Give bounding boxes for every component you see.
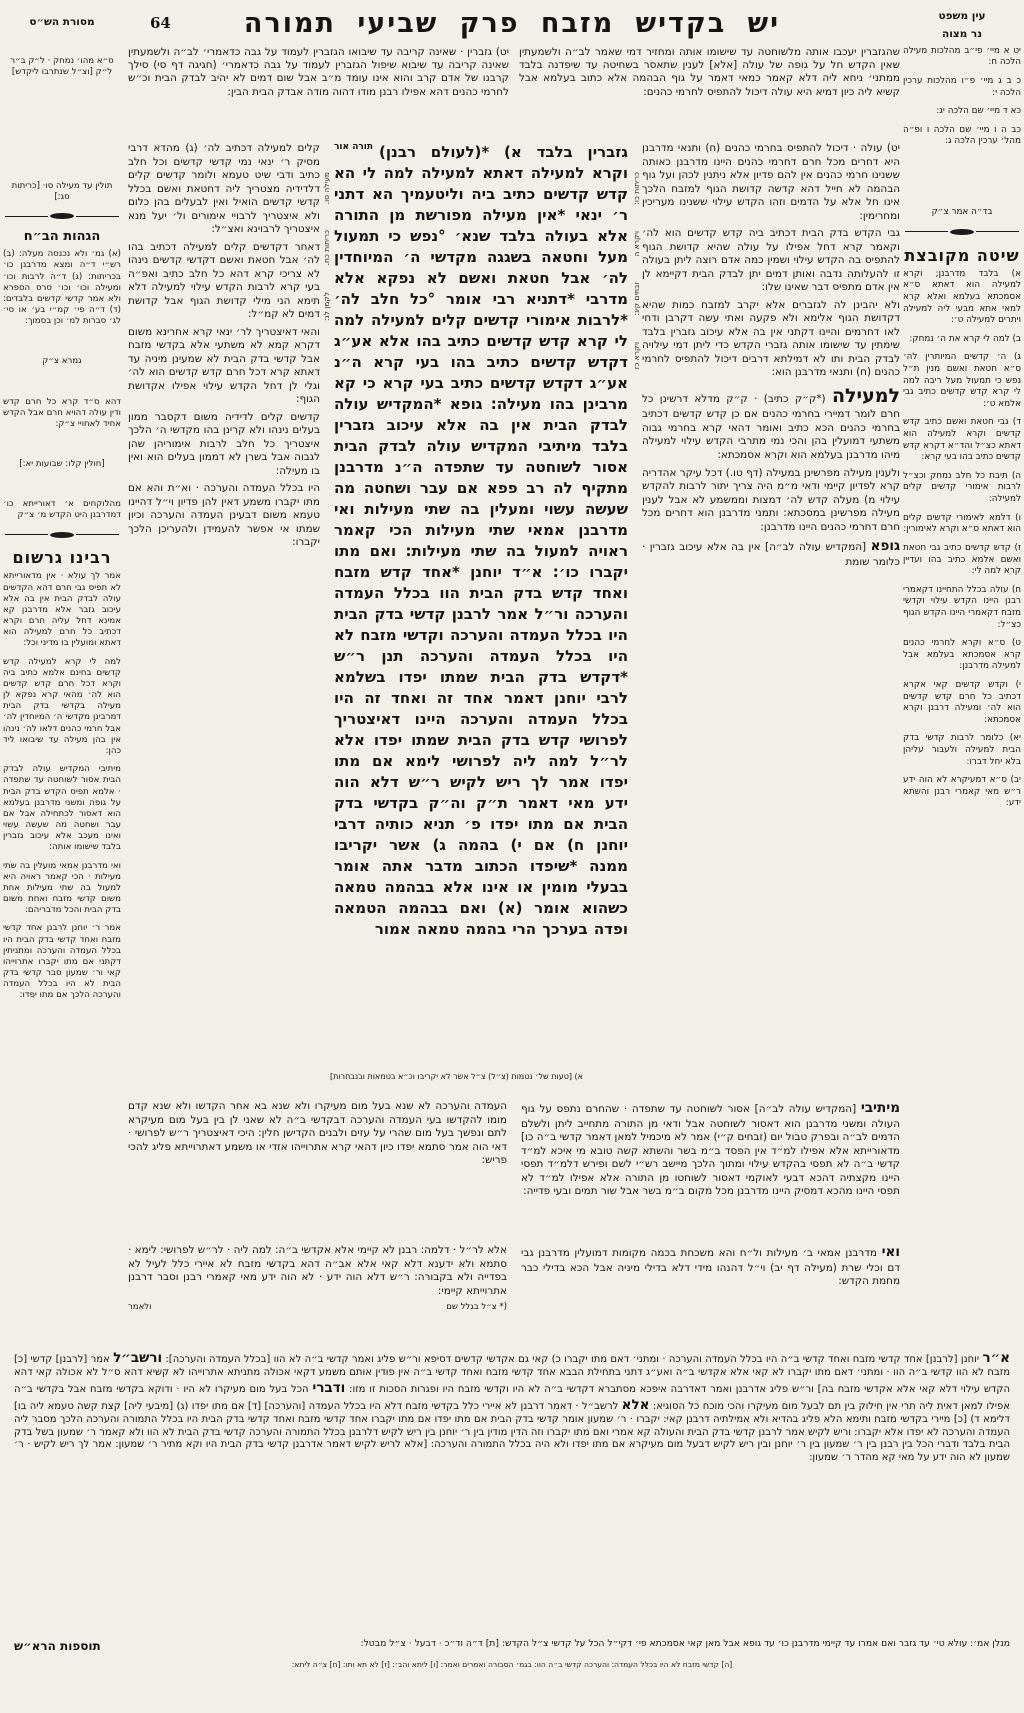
commentary-paragraph: יט) עולה · דיכול להתפיס בחרמי כהנים (ח) ותנאי מדרבנן היא דחרים מכל חרם דחרמי כהנים היינו מדרבנן כאותה ששנינו חרמי כהנים אין להם פדיון אלא ניתנין לכהן ועל גוף הבהמה לא חייל דהא קדשה קדושת הגוף למזבח הלכך אינו חל אלא על הדמים וזהו הקדש עילוי ששנינו מעריכין ומחרימין: (642, 142, 900, 222)
torah-or-ref: ויקרא ה (631, 230, 641, 257)
ein-mishpat-title: עין משפט (938, 10, 986, 22)
mesoret-note: דהא ס״ד קרא כל חרם קדש ודין עולה דהויא חרם אבל הקדש אחיד לאחויי צ״ק: (3, 396, 121, 429)
hagahot-line: [ה] קדשי מזבח לא היו בכלל העמדה: והערכה קדשי ב״ה הוו: בגמ׳ הסבורה ואמרים ואמר: [ו] ליתא והב׳: [ז] לא תא ותו: [ח] צ״ה ליתא: (291, 1660, 733, 1670)
commentary-paragraph: קלים למעילה דכתיב לה׳ (ג) מהדא דרבי מסיק ר׳ ינאי נמי קדשי קדשים וכל חלב כתיב ודבי שיט טעמא ולומר קדשים קלים דלדידיה מצטריך ליה דחטאת ואשם בכלל קדשי קדשים הואיל ואין לבעלים בהן כלום ולא איצטריך לרבויי אימורים ול׳ יעל מנא איצטריך לרבוינא ואצ״ל: (128, 142, 320, 236)
top-commentary-left: יט) גזברין · שאינה קריבה עד שיבואו הגזברין לעמוד על גבה כדאמרי׳ לב״ה ולשמעתין שאינה קריבה עד שיבוא שיפול הגזברין לעמוד על גבה כדאמרי׳ (חגיגה דף סי) סילך קרבנו של אדם קרב והוא אינו עומד מ״ב אבל שום דמים לא יהיב לבדק הבית וכ״ש לחרמי כהנים דהא אפילו רבנן מודו דהוה מודה אבדק הבית הבין: (128, 46, 509, 98)
shita-entry: ז) קדש קדשים כתיב גבי חטאת ואשם אלמא כתיב בהו ועדיין קרא למה לי: (903, 542, 1021, 577)
commentary-paragraph: גבי הקדש בדק הבית דכתיב ביה קדש קדשים הוא לה׳ וקאמר קרא דחל אפילו על עולה שהיא קדושת הגוף להתפיס בה הקדש עילוי ושמין כמה אדם רוצה ליתן בעולה זו להעלותה נדבה ואותן דמים יתן לבדק הבית דקיימא לן אין אדם מתפיס דבר שאינו שלו: (642, 227, 900, 294)
commentary-text: אלא לר״ל · דלמה: רבנן לא קיימי אלא אקדשי ב״ה: למה ליה · לר״ש לפרושי: לימא · סתמא ולא ידענא דלא קאי אלא אב״ה דהא בקדשי מזבח לא איירי כלל לעיל לא בפדייה ולא בקבורה: ר״ש דלא הוה ידע · לא הוה ידע מאי קאמרי רבנן וסבר דרבנן אתרוייתא קיימי: (128, 1244, 507, 1297)
band-b-footnote (128, 1302, 507, 1313)
commentary-text: [המקדיש עולה לב״ה] אסור לשוחטה עד שתפדה · שהחרם נתפס על גוף העולה ומשני מדרבנן הוא דאסור לשוחטה אבל ודאי מן התורה מתחייב ליתן ולשלם הדמים לב״ה ובפרק טבול יום (זבחים ק״י) אמר לא מיכמיל למאן דאמר קדשי ב״ה כו] מדאורייתא אלא אפילו למ״ד אין הפסד ב״מ בשר והשתא קשה טובא מי איכא למ״ד קדשי ב״ה לא תפסי בהקדש עילוי ומתוך הלכך מיישב רש״י לשם ופירש דלמ״ד תפסי היינו מקצתיה דהכא דבעי לאוקמי דאסור לשוחטו מן התורה אלא אפילו למ״ד לא תפסי היינו מהכא דמסיק היינו מדרבנן מכל מקום ב״מ בשר אבל שור תמים ובעי פדייה: (521, 1103, 900, 1198)
band-a-left: העמדה והערכה לא שנא בעל מום מעיקרו ולא שנא בא אחר הקדשו ולא שנא קדם מומו להקדשו בעי העמדה והערכה דבקדשי ב״ה לא שאני לן בין בעל מום מעיקרא לתם ונפשך בעל מום שהרי על עזים ולבנים הקדישן חלין: היכי דאיצטריך ר״ש לפרושי · דאי הוה אמר סתמא יפדו כיון דהאי קרא אתרוייהו אזדי או משמע דאתרוייתא פליג להכי פריש: (128, 1100, 507, 1167)
shita-entry: א) בלבד מדרבנן; וקרא למעילה הוא דאתא ס״א אסמכתא בעלמא ואלא קרא למאי אתא מבעי ליה למעילה ויתרים למעילה ט׳: (903, 268, 1021, 326)
commentary-text: יקברו · ר׳ שמעון אומר קדשי בדק הבית אם מתו יפדו אם מתו יקברו אחד קדשי מזבח ואחד קדשי בדק הבית היו בכלל התמורה והערכה הלכך מסבר ליה העמדה והערכה לא יפדו אלא יקברו: וריש לקיש אמר לרבנן קדשי בדק הבית והעולה קא אמרי ואם מתו יקברו וזה הדין מודין בין ר׳ יוחנן בין ריש לקיש דלרבנן בכלל התמורה והערכה קדשי בדק הבית לא הוו ולא קאמר ר׳ שמעון בשל בדק הבית בלבד ודברי הכל בין רבנן בין ר׳ שמעון בין ר׳ יוחנן ובין ריש לקיש דבעל מום מעיקרא אם מתו יפדו ולא היה בכלל התמורה והערכה: [אלא לריש לקיש דאמר אדרבנן קדשי בדק הבית היו וקא מתיר ר׳ שמעון: אמר לך ריש לקיש · ר׳ שמעון לא הוה ידע על מאי קא מהדר ר׳ שמעון: (14, 1414, 1010, 1464)
shita-entry: ב) למה לי קרא את ה׳ נמחק: (909, 333, 1021, 344)
shita-entry: ד) גבי חטאת ואשם כתיב קדש קדשים וקרא למעילה הוא דאתא כצ״ל והד״א דקרא קדש קדשים כתיב בהו בעי קרא: (903, 417, 1021, 463)
band-a-right (521, 1100, 900, 1240)
commentary-text: [המקדיש עולה לב״ה] אין בה אלא עיכוב גזברין · כלומר שומת (642, 541, 900, 568)
commentary-paragraph: היו בכלל העמדה והערכה · וא״ת והא אם מתו יקברו משמע דאין להן פדיון וי״ל דהיינו טעמא משום דבעינן העמדה והערכה וכיון שמתו אי אפשר להעמידן ולהעריכן הלכך יקברו: (128, 482, 320, 549)
right-margin (900, 10, 1024, 817)
shita-entry: ג) ה׳ קדשים המיותרין לה׳ ס״א חטאת ואשם מנין ת״ל נפש כי תמעול מעל ריבה למה לי קרא קדש קדשים כתיב גבי אלמא ט׳: (903, 352, 1021, 409)
mesoret-hashas-title: מסורת הש״ס (29, 16, 95, 28)
commentary-paragraph: דאחר דקדשים קלים למעילה דכתיב בהו לה׳ אבל חטאת ואשם דקדשי קדשים נינהו לא צריכי קרא דהא כל חלב כתיב ואפ״ה בעי קרא לרבות הקדש עילוי למעילה דלא תימא הני מילי קדושת הגוף אבל קדושת דמים לא קמ״ל: (128, 240, 320, 321)
ein-mishpat-entry: כב ה ו מיי׳ שם הלכה ו ופ״ה מהל׳ ערכין הלכה ג: (903, 124, 1021, 147)
page-title: יש בקדיש מזבח פרק שביעי תמורה (243, 8, 781, 39)
commentary-paragraph: ולא יהבינן לה לגזברים אלא יקרב למזבח כמות שהיא דקדושת הגוף אלימא ולא פקעה ואתי עשה דקרבן ודחי לאו דחרמים והיינו דקתני אין בה אלא עיכוב גזברין בלבד שימתין עד שישומו אותה גזברי הקדש כדי ליתן דמי עילויה לבדק הבית ותו לא דמילתא דרבים דיכול להתפיס לחרמי כהנים (ח) ותנאי מדרבנן הוא: (642, 298, 900, 379)
divider-ornament (5, 213, 119, 219)
shita-mekubetzet-title: שיטה מקובצת (904, 245, 1020, 265)
gemara-footnote: א) [טעות של׳ נטמות (צ״ל) צ״ל אשר לא יקריבו וכ״א בטמאות ובנבחרות] (330, 1072, 584, 1081)
torah-or-ref: ויקרא כז (631, 341, 641, 370)
commentary-band-b (128, 1244, 900, 1344)
rabbenu-gershom-text: ואי מדרבנן אמאי מועלין בה שתי מעילות · הכי קאמר ראויה היא למעול בה שתי מעילות אחת משום קדשי מזבח ואחת משום בדק הבית והכל מדבריהם: (3, 860, 121, 916)
catchword-meitivei: מיתיבי (860, 1100, 900, 1116)
tosafot-harosh-text: מנלן אמ׳: עולא טי׳ עד גזבר ואם אמרו עד קיימי מדרבנן כו׳ עד גופא אבל מאן קאי אסמכתא פי׳ דקי״ל הכל על קדשי צ״ל הקדש: [ת] ד״ה וד״כ · דבעל · צ״ל מבטל: (360, 1638, 1010, 1649)
commentary-text: מדרבנן אמאי ב׳ מעילות ול״ח והא משכחת בכמה מקומות דמועלין מדרבנן גבי דם וכלי שרת (מעילה דף יב) וי״ל דהנהו מידי דלא בדילי מיניה אבל הכא בדילי כבר מחמת הקדש: (521, 1247, 900, 1288)
catchword-ela: אלא (621, 1396, 650, 1413)
commentary-text: הכל בעל מום מעיקרו לא היו · ודוקא בקדשי מזבח אבל בקדשי ב״ה אפילו למאן דאית ליה תרי אין חילוק בין תם לבעל מום מעיקרו והכי מוכח כל הסוגיא: (14, 1383, 1010, 1412)
shita-entry: יא) כלומר לרבות קדשי בדק הבית למעילה ולעבור עליהן בלא יחל דברו: (903, 733, 1021, 767)
shita-entry: ו) דלמא לאימורי קדשים קלים הוא דאתא ס״א וקרא לאימורין: (903, 512, 1021, 535)
commentary-paragraph (642, 384, 900, 463)
shita-entry: ח) עולה בכלל התחיינו דקאמרי רבנן היינו הקדש עילוי וקדשי מזבח דקאמרי היינו הקדש הגוף כצ״ל: (903, 584, 1021, 630)
hagahot-bach-title: הגהות הב״ח (23, 229, 101, 245)
commentary-text: אמר [לרבנן] קדשי [כ] מזבח לא הוו קדשי ב״ה הוו · ומתני׳ דאם מתו יקברו לא קאי אלא אקדשי ב״ה ואע״ג דתני בתחילת הבבא אחד קדשי מזבח ואחד קדשי ב״ה אין פודין אותם משמע דקאי אכולה מתניתא אתרוייהו לא קשיא דהא ס״ל לא אכולה קאי דהא הקדש עילוי דלא קאי אלא אקדשי מזבח בה] ור״ש פליג אדרבנן ואמר דאדרבה איפכא מסתברא דקדשי ב״ה לא היו וקדשי מזבח היו ופגרות הסכות זו מזו: (14, 1354, 1010, 1395)
ein-mishpat-entry: כ ב ג מיי׳ פ״ו מהלכות ערכין הלכה י: (903, 75, 1021, 98)
commentary-paragraph: והאי דאיצטריך לר׳ ינאי קרא אחרינא משום דקרא קמא לא משתעי אלא בקדשי מזבח אבל קדשי בדק הבית לא שמעינן מיניה עד דאתא קרא דכל חרם קדש קדשים הוא לה׳ וגלי לן דחל הקדש עילוי אפילו אקדושת הגוף: (128, 325, 320, 406)
catchword-verashbal: ורשב״ל (113, 1350, 163, 1366)
rabbenu-gershom-text: אמר לך עולא · אין מדאורייתא לא תפיס גבי חרם דהא הקדשים עולה לבדק הבית אין בה אלא עיכוב גזבר אלא מדרבנן קא אמינא דחל עליה חרם וקרא דכתיב כל חרם למעילה הוא דאתא ומועלין בו מדיני וכל: (3, 571, 121, 649)
mesoret-note: תולין עד מעילה סו· [כריתות סג:] (11, 180, 113, 203)
catchword-ar-yochanan: א״ר (982, 1350, 1010, 1366)
torah-or-ref: כריתות כו: (631, 172, 641, 205)
mesoret-note: [חולין קלו: שבועות יא:] (19, 459, 105, 470)
gemara-column (332, 142, 630, 1070)
rabbenu-gershom-title: רבינו גרשום (12, 547, 112, 567)
rashi-commentary-column (642, 142, 900, 1070)
divider-ornament (905, 229, 1019, 235)
ein-mishpat-entry: יט א מיי׳ פי״ב מהלכות מעילה הלכה ח: (903, 45, 1021, 68)
main-columns (128, 142, 900, 1070)
commentary-band-a (128, 1100, 900, 1240)
shita-continuation-block (14, 1350, 1010, 1634)
torah-or-ref: מעילה טו. (321, 172, 331, 205)
rabbenu-gershom-text: מיתיבי המקדיש עולה לבדק הבית אסור לשוחטה עד שתפדה · אלמא תפיס הקדש בדק הבית על גופה ומשני מדרבנן בעלמא הוא דאסור לכתחילה אבל אם עבר ושחטה מה שעשה עשוי ואינו מעכב אלא עיכוב גזברין בלבד שישומו אותה: (3, 764, 121, 853)
shita-entry: יב) ס״א דמעיקרא לא הוה ידע ר״ש מאי קאמרי רבנן והשתא ידע: (903, 775, 1021, 809)
gemara-text: גזברין בלבד א) *(לעולם רבנן) וקרא למעילה דאתא למעילה למה לי הא קדש קדשים כתיב ביה וליטעמיך הא דתני ר׳ ינאי *אין מעילה מפורשת מן התורה אלא בעולה בלבד שנא׳ °נפש כי תמעול מעל וחטאה בשגגה מקדשי ה׳ המיוחדין לה׳ אבל חטאת ואשם לא נפקא אלא מדרבי *דתניא רבי אומר °כל חלב לה׳ *לרבות אימורי קדשים קלים למעילה למה לי קרא קדש קדשים כתיב בהו אלא אע״ג דקדש קדשים כתיב בהו בעי קרא ה״נ אע״ג דקדש קדשים כתיב בעי קרא כי קא מרבינן בהו מעילה: גופא *המקדיש עולה לבדק הבית אין בה אלא עיכוב גזברין בלבד מיתיבי המקדיש עולה לבדק הבית אסור לשוחטה עד שתפדה ה״נ מדרבנן מתקיף לה רב פפא אם עבר ושחטה מה שעשה עשוי ומעלין בה שתי מעילות ואי מדרבנן אמאי שתי מעילות הכי קאמר ראויה למעול בה שתי מעילות: ואם מתו יקברו כו׳: א״ד יוחנן *אחד קדש מזבח ואחד קדש בדק הבית הוו בכלל העמדה והערכה ור״ל אמר לרבנן קדשי בדק הבית היו בכלל העמדה והערכה וקדשי מזבח לא היו בכלל העמדה והערכה תנן ר״ש *דקדש בדק הבית שמתו יפדו בשלמא לרבי יוחנן דאמר אחד זה ואחד זה היו בכלל העמדה והערכה היינו דאיצטריך לפרושי קדש בדק הבית שמתו יפדו אלא לר״ל למה ליה לפרושי לימא אם מתו יפדו אמר לך ריש לקיש ר״ש דלא הוה ידע מאי דאמר ת״ק וה״ק בקדשי בדק הבית אם מתו יפדו פ׳ תניא כותיה דרבי יוחנן ח) אם י) בהמה ג) אשר יקריבו ממנה *שיפדו הכתוב מדבר אתה אומר בבעלי מומין או אינו אלא בבהמה טמאה כשהוא אומר (א) ואם בבהמה הטמאה ופדה בערכך הרי בהמה טמאה אמור (334, 143, 628, 938)
ner-mitzvah-title: נר מצוה (941, 27, 982, 40)
left-gutter-refs (320, 142, 332, 1070)
torah-or-ref: כריתות כח. (321, 230, 331, 266)
commentary-paragraph (642, 538, 900, 569)
shita-entry: ט) ס״א וקרא לחרמי כהנים קרא אסמכתא בעלמא אבל למעילה מדרבנן: (903, 638, 1021, 672)
commentary-text: (*ק״ק כתיב) · ק״ק מדלא דרשינן כל חרם לומר דמיירי בחרמי כהנים אם כן קדש קדשים דכתיב בחרמי כהנים הכא כתיב ואומר דהאי קרא בחרמי גבוה משתעי דמועלין בהן והכי נמי מתרבי הקדש עילוי למעילה מיהו מדרבנן בעלמא הוא וקרא אסמכתא: (642, 392, 900, 461)
divider-ornament (5, 532, 119, 538)
torah-or-ref: לקמן לג: (321, 291, 331, 321)
shita-entry: ה) תיבת כל חלב נמחק וכצ״ל לרבות אימורי קדשים קלים למעילה: (903, 470, 1021, 505)
mesoret-note: מהלוקחים א׳ דאורייתא כו׳ דמדרבנן היט הקדש מ׳ צ״ק (3, 499, 121, 521)
commentary-paragraph: ולענין מעילה מפרשינן במעילה (דף טו.) דכל עיקר אהדריה קרא לפדיון קיימי ודאי מ״מ היה צריך יתור לרבות להקדש עילוי מ) מעלה קדש לה׳ דמצות וממשמע לא אבל לענין מעילה מפרשינן במסכתא: ותמני מדרבנן הוא דחרים מכל חרם דחרמי כהנים היינו מדרבנן: (642, 466, 900, 533)
page-catchword: ולאמר (128, 1302, 152, 1313)
band-b-right (521, 1244, 900, 1344)
right-gutter-refs (630, 142, 642, 1070)
catchword-lemeilah: למעילה (831, 384, 900, 407)
catchword-veei: ואי (881, 1244, 900, 1260)
catchword-vedivrei: ודברי (312, 1379, 346, 1396)
band-b-left (128, 1244, 507, 1344)
mesoret-note: ס״א מהו׳ נמחק · ל״ק ב״ר ל״ק [וצ״ל שנתרבו ליקדש] (10, 55, 114, 77)
top-commentary-right: שהגזברין יעכבו אותה מלשוחטה עד שישומו אותה ומחזיר דמי שאמר לב״ה ולשמעתין שאין הקדש חל על גופה של עולה [אלא] לענין שתאסר בשחיטה עד שיפדנה בלבד ממתני׳ ניחא ליה דלא קאמר כמאי דאמר על גוף הבהמה אלא כתוב בעלמא אבל קשיא ליה כיון דמיא היא עולה דיכול להתפיס לחרמי כהנים: (519, 46, 900, 98)
mesoret-note: גמרא צ״ק (42, 356, 82, 367)
torah-or-ref: זבחים קיג: (631, 282, 641, 316)
top-commentary-band (128, 46, 900, 142)
commentary-paragraph: קדשים קלים לדידיה משום דקסבר ממון בעלים נינהו ולא קרינן בהו מקדשי ה׳ הלכך איצטריך כל חלב לרבות אימוריהן שהן לגבוה אבל בשרן לא דממון בעלים הוא ואין בו מעילה: (128, 410, 320, 477)
page-number: 64 (150, 14, 171, 32)
tosafot-harosh-title: תוספות הרא״ש (14, 1639, 101, 1653)
rabbenu-gershom-text: למה לי קרא למעילה קדש קדשים בחינם אלמא כתיב ביה וקרא דכל חרם קדש קדשים הוא לה׳ מהאי קרא נפקא לן מעילה בקדשי בדק הבית דמרבינן מקדשי ה׳ המיוחדין לה׳ אבל חרמי כהנים דלאו לה׳ נינהו אין בהן מעילה עד שיבואו ליד כהן: (3, 656, 121, 756)
catchword-gufa: גופא (870, 538, 900, 555)
rabbenu-gershom-text: אמר ר׳ יוחנן לרבנן אחד קדשי מזבח ואחד קדשי בדק הבית היו בכלל העמדה והערכה ומתניתין דקתני אם מתו יקברו אתרוייהו קאי ור׳ שמעון סבר קדשי בדק הבית לא היו בכלל העמדה והערכה הלכך אם מתו יפדו: (3, 923, 121, 1001)
footnote-fragment: (* צ״ל בגלל שם (446, 1302, 507, 1313)
hagahot-bach-text: (א) גמ׳ ולא נכנסה מעלה: (ב) רש״י ד״ה ומצא מדרבנן כו׳ בכריתות: (ג) ד״ה לרבות וכו׳ ומעילה וכו׳ וכו׳ סרס הספרא ולא אמר קדשי קדשים בלבדים: (ד) ד״ה פי׳ קמ״י בע׳ או סי׳ לג׳ סברות למ׳ וכן בסמוך: (3, 249, 121, 327)
torah-or-label: תורה אור (334, 142, 374, 152)
bottom-block (14, 1638, 1010, 1670)
commentary-text: לרשב״ל · דאמר דרבנן לא איירי כלל בקדשי מזבח דלא היו בכלל העמדה [והערכה] [ד] אם מתו יפדו (ג) [מיבעי ליה] קצת קשה טעמא ליה בו] דלימא ד) [כ] מיירי בקדשי מזבח ותימא הלא פליג בהדיא ולא אמילתיה דרבנן קאי: (14, 1400, 1010, 1426)
shita-entry: י) וקדש קדשים קאי אקרא דכתיב כל חרם קדש קדשים הוא לה׳ ומעילה דרבנן וקרא אסמכתא: (903, 679, 1021, 725)
tosafot-commentary-column (128, 142, 320, 1070)
commentary-text: יוחנן [לרבנן] אחד קדשי מזבח ואחד קדשי ב״ה היו בכלל העמדה והערכה · ומתני׳ דאם מתו יקברו כ) קאי גם אקדשי קדשים דסיפא ור״ש פליג ואמר קדשי ב״ה לא הוו [בכלל העמדה והערכה]: (165, 1354, 980, 1365)
ein-mishpat-entry: כא ד מיי׳ שם הלכה יג: (936, 106, 1021, 117)
left-margin (0, 16, 124, 1009)
margin-note: בד״ה אמר צ״ק (931, 206, 993, 217)
